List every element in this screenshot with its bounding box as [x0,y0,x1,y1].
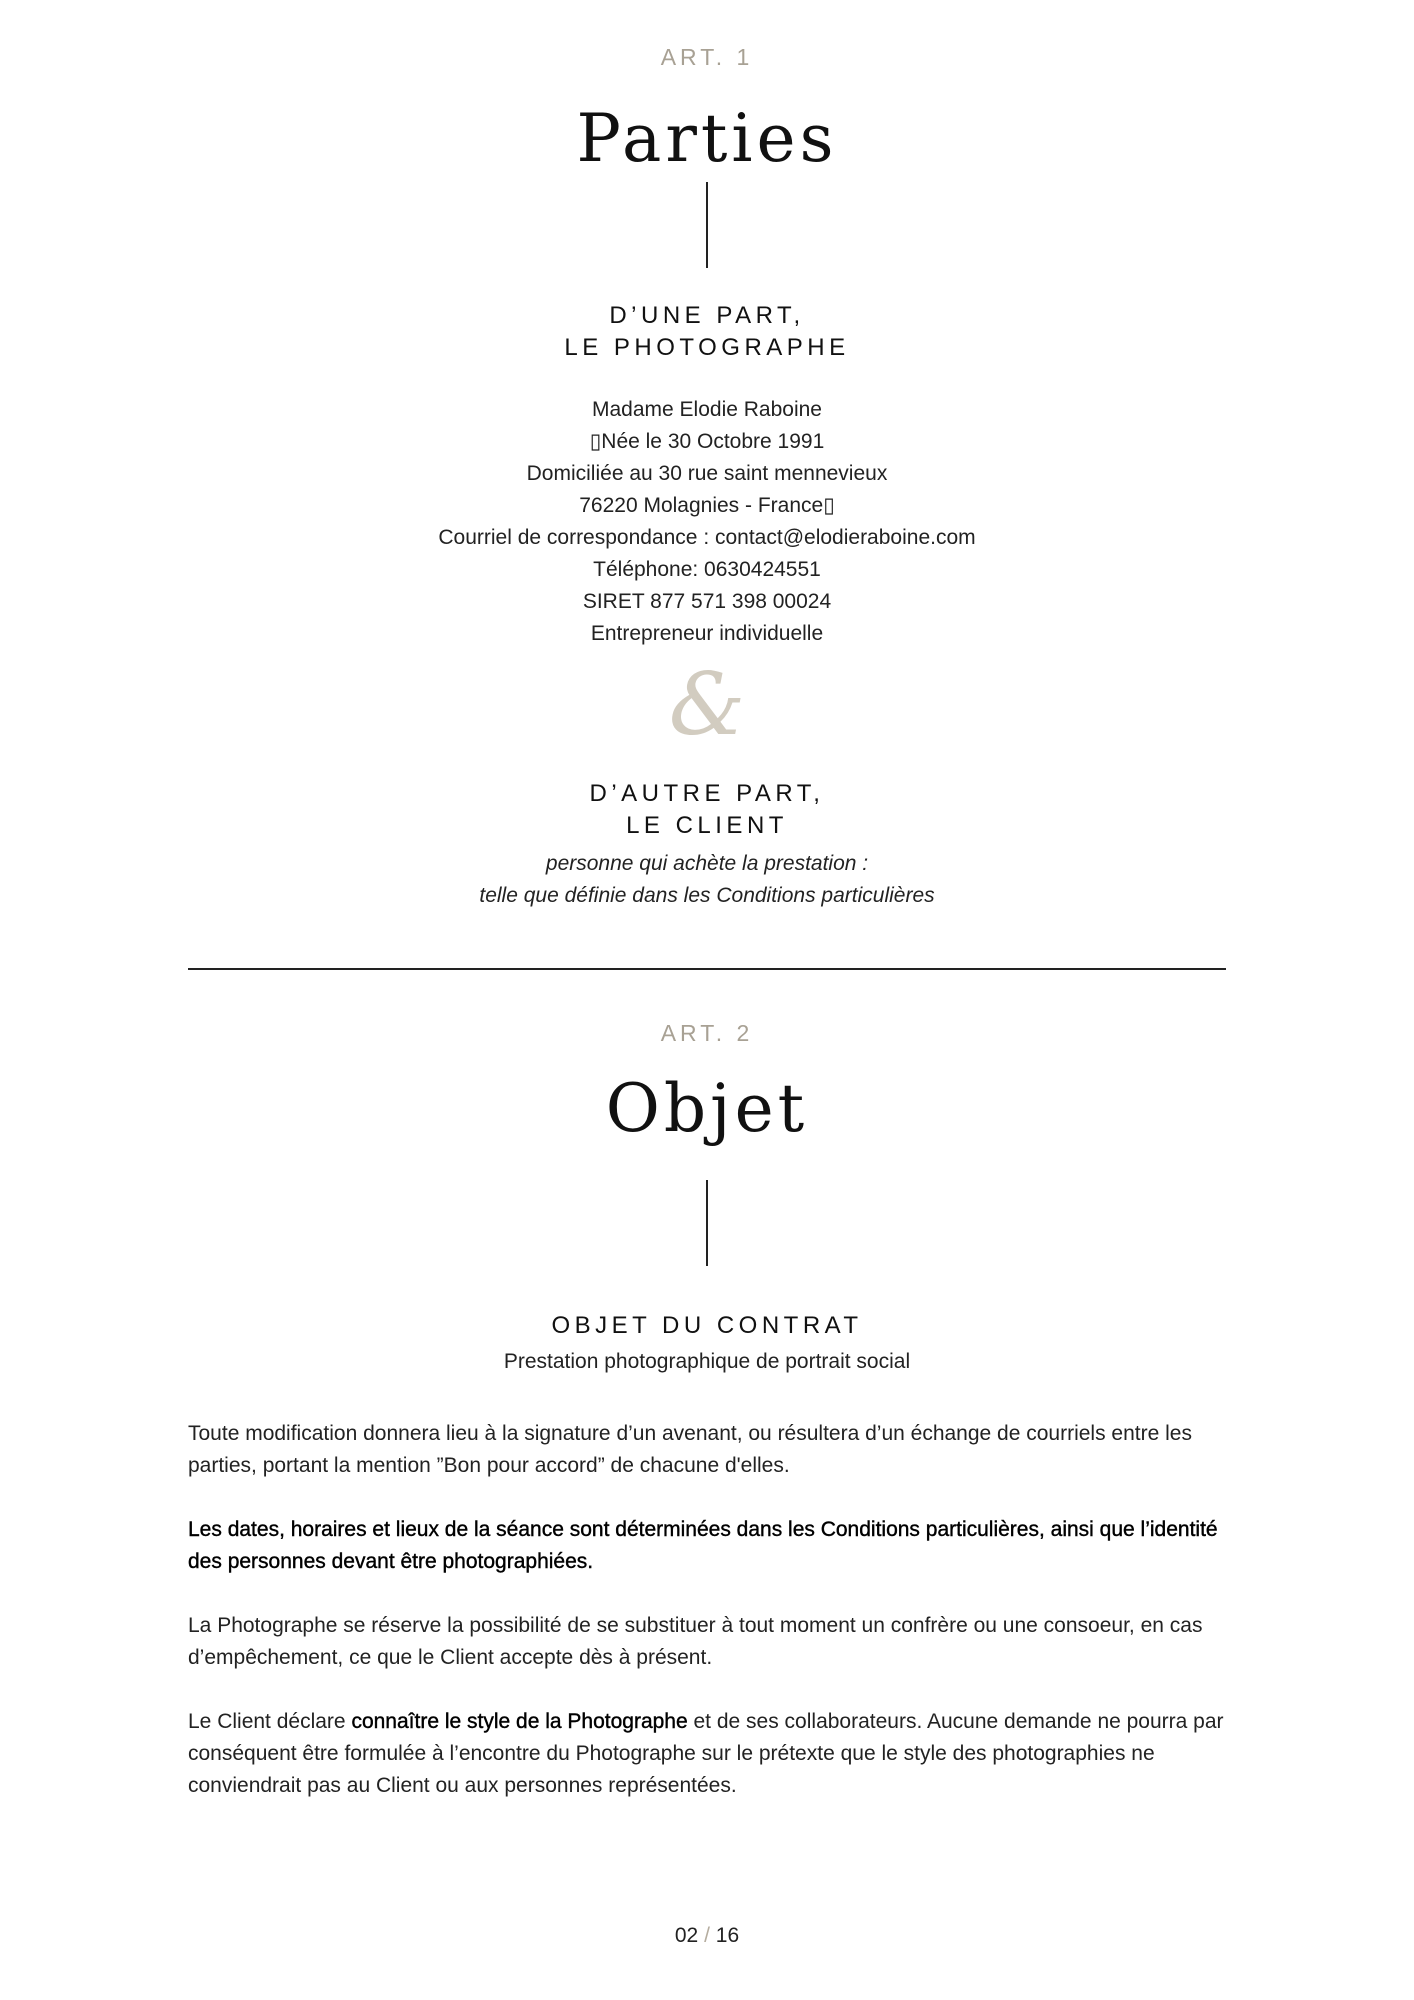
paragraph-substitution: La Photographe se réserve la possibilité de se substituer à tout moment un confrère ou une consoeur, en cas d’empêchement, ce que le Client accepte dès à présent. [188,1614,1203,1669]
party1-details [0,394,1414,650]
party1-heading-line2: LE PHOTOGRAPHE [564,334,850,361]
party2-heading-line1: D’AUTRE PART, [589,780,825,807]
paragraph-dates: Les dates, horaires et lieux de la séance sont déterminées dans les Conditions particulières, ainsi que l’identité des personnes devant être photographiées. [188,1518,1218,1573]
party2-line1: personne qui achète la prestation : [545,852,869,875]
party2-description [0,848,1414,912]
page-separator: / [704,1924,710,1947]
page-current: 02 [674,1924,699,1947]
paragraph-style [188,1706,1228,1802]
page-total: 16 [715,1924,740,1947]
party2-heading [0,778,1414,842]
paragraph-style-before: Le Client déclare [188,1710,352,1733]
object-subheading: Prestation photographique de portrait social [503,1350,911,1373]
party1-heading [0,300,1414,364]
art2-divider [706,1180,708,1266]
party1-heading-line1: D’UNE PART, [609,302,805,329]
party1-status: Entrepreneur individuelle [590,622,824,645]
art1-title: Parties [576,100,838,177]
paragraph-style-after: et de ses collaborateurs. Aucune demande ne pourra par conséquent être formulée à l’encontre du Photographe sur le prétexte que le style des photographies ne conviendrait pas au Client ou aux personnes représentées. [188,1710,1224,1797]
party1-email: Courriel de correspondance : contact@elodieraboine.com [438,526,976,549]
art2-title: Objet [605,1070,809,1147]
party1-phone: Téléphone: 0630424551 [593,558,821,581]
party1-siret: SIRET 877 571 398 00024 [582,590,832,613]
party1-birth: ▯Née le 30 Octobre 1991 [589,430,825,453]
paragraph-modification: Toute modification donnera lieu à la signature d’un avenant, ou résultera d’un échange de courriels entre les parties, portant la mention ”Bon pour accord” de chacune d'elles. [188,1422,1192,1477]
object-heading: OBJET DU CONTRAT [551,1312,863,1339]
art2-label: ART. 2 [660,1020,754,1046]
party2-heading-line2: LE CLIENT [626,812,788,839]
art1-divider [706,182,708,268]
party2-line2: telle que définie dans les Conditions particulières [479,884,935,907]
art1-label: ART. 1 [660,44,754,70]
page-number [0,1924,1414,1948]
party1-name: Madame Elodie Raboine [592,398,822,421]
paragraph-style-bold: connaître le style de la Photographe [351,1710,688,1733]
party1-address: Domiciliée au 30 rue saint mennevieux [526,462,888,485]
party1-city: 76220 Molagnies - France▯ [579,494,835,517]
section-divider [188,968,1226,970]
ampersand-ornament: & [668,655,746,755]
object-body [188,1418,1228,1834]
